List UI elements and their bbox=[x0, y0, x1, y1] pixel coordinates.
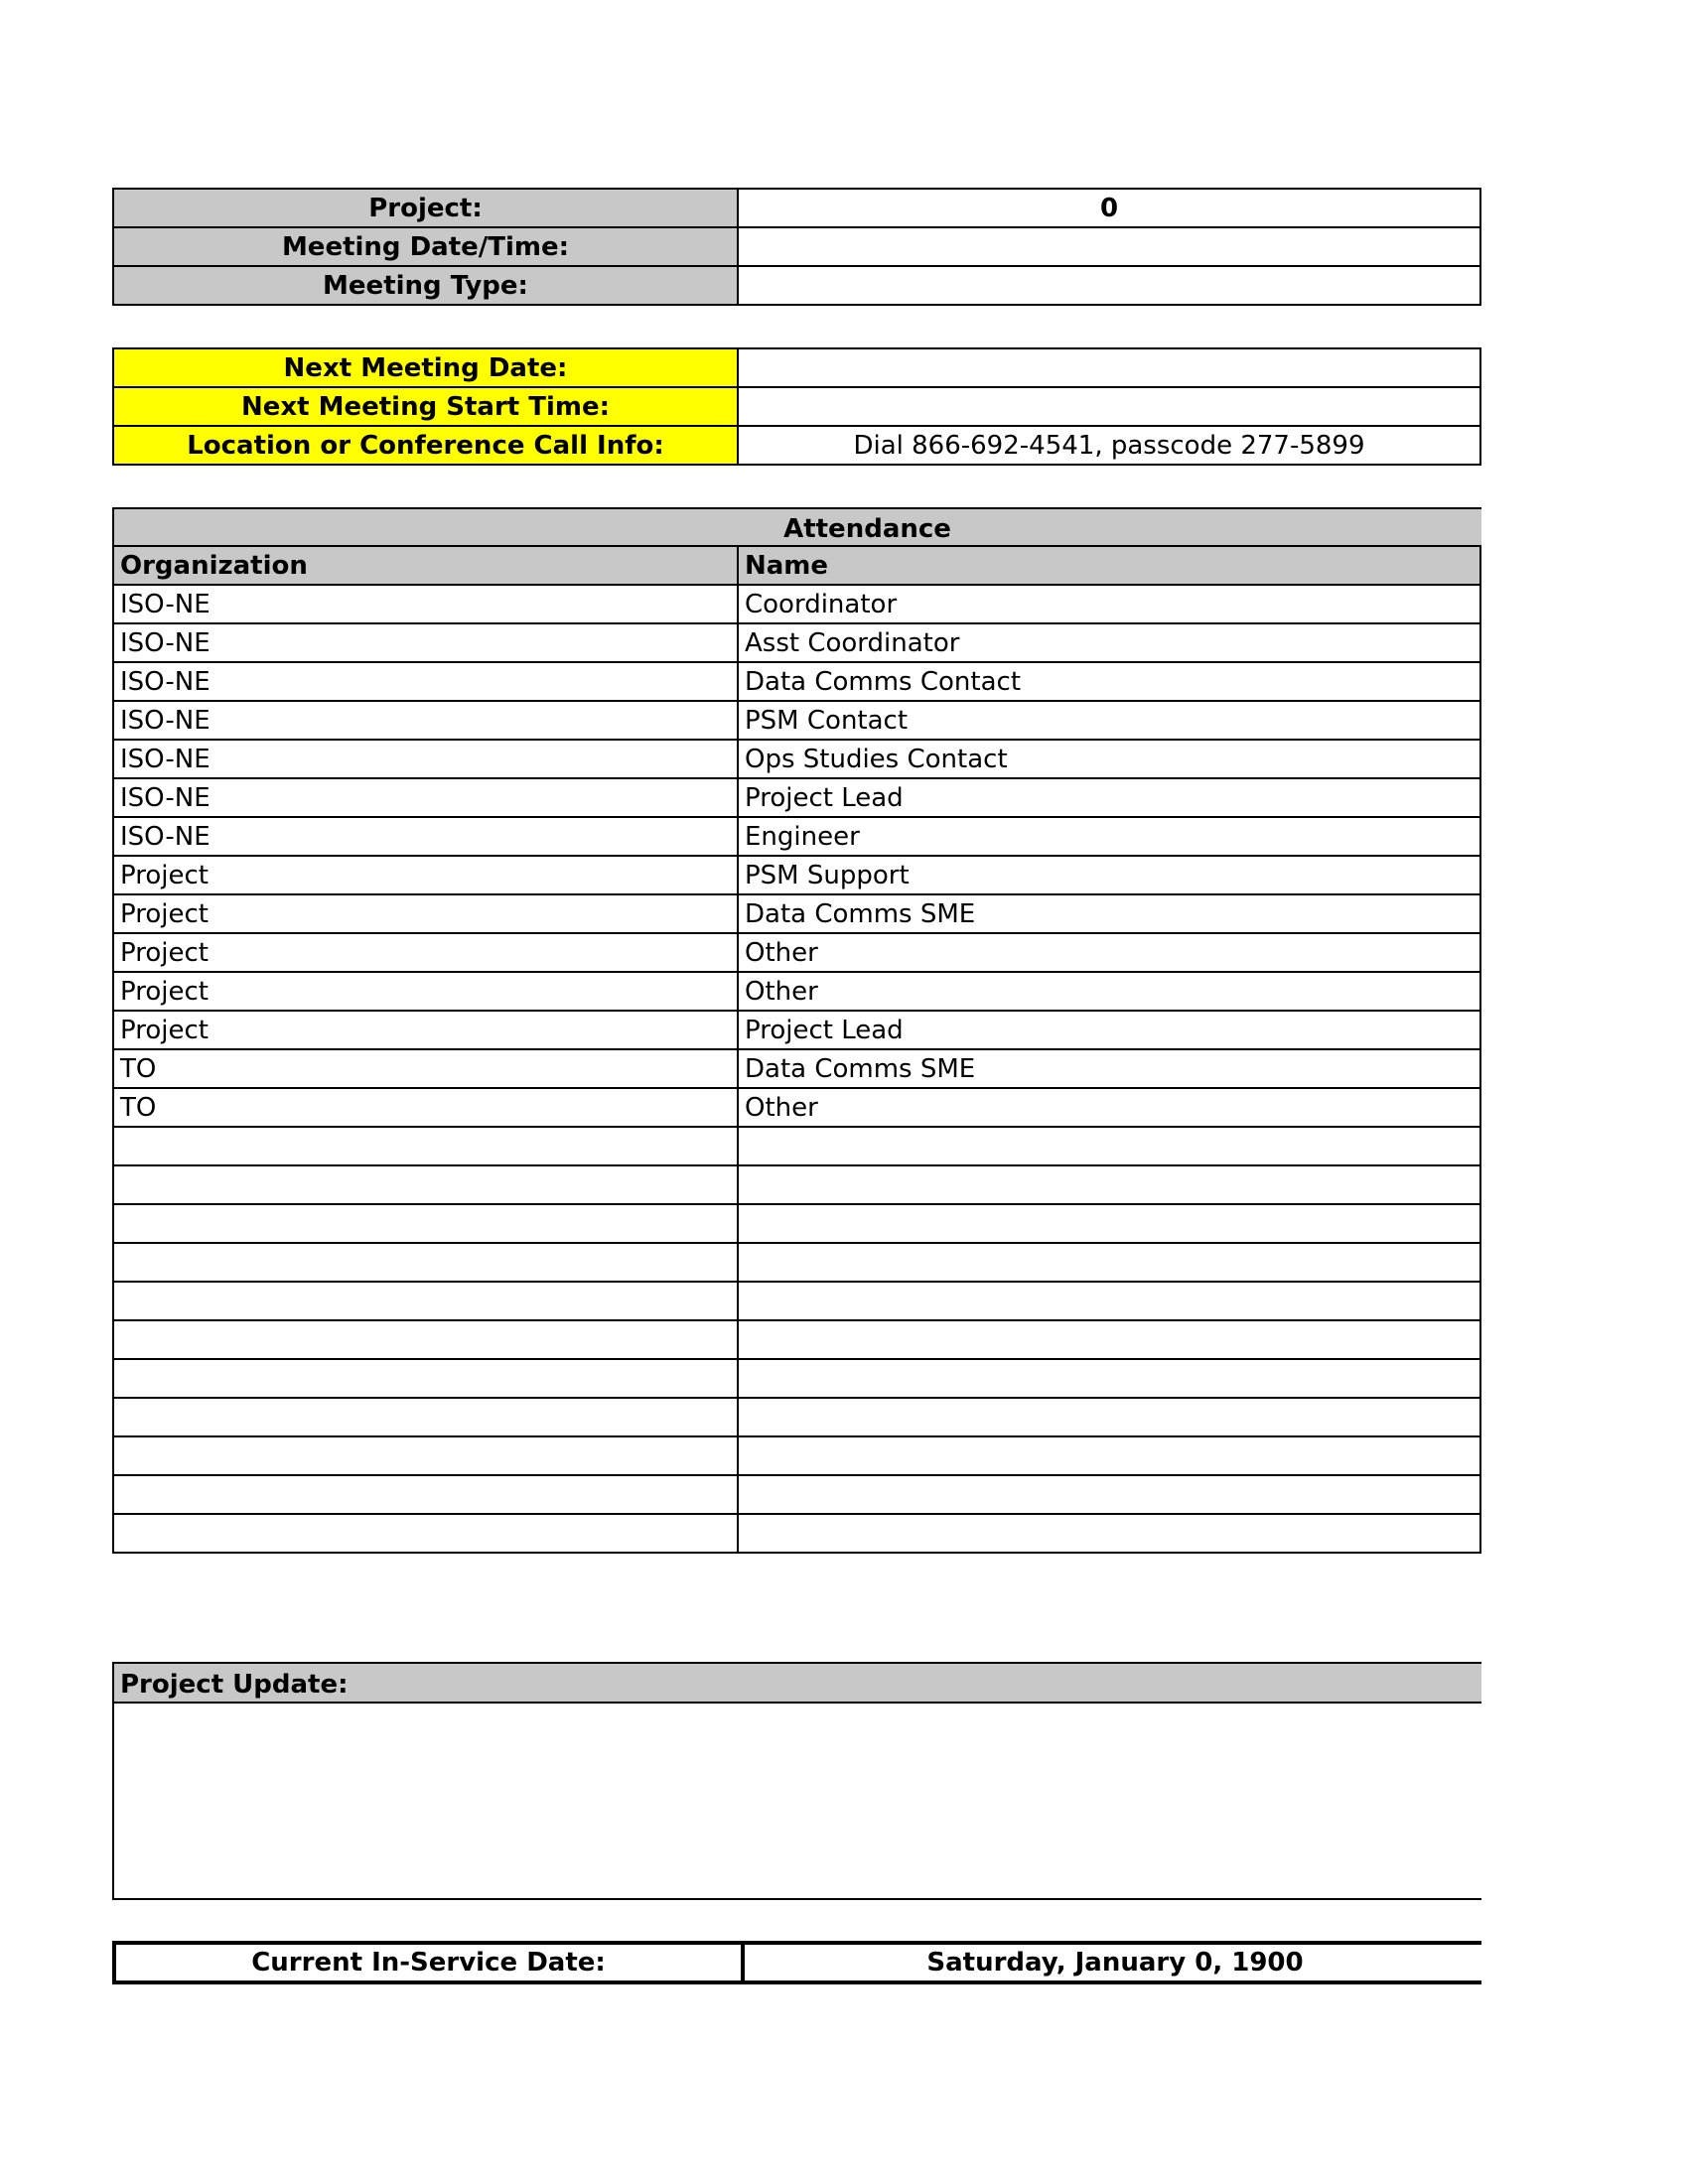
attendance-name-cell[interactable] bbox=[739, 1321, 1481, 1360]
attendance-organization-cell[interactable]: ISO-NE bbox=[112, 624, 739, 663]
project-label: Project: bbox=[112, 190, 739, 228]
project-value[interactable]: 0 bbox=[739, 190, 1481, 228]
location-label: Location or Conference Call Info: bbox=[112, 427, 739, 466]
next-meeting-table bbox=[112, 347, 1481, 466]
attendance-name-cell[interactable] bbox=[739, 1244, 1481, 1283]
meeting-info-table bbox=[112, 188, 1481, 306]
in-service-table bbox=[112, 1941, 1481, 1984]
project-update-label: Project Update: bbox=[112, 1662, 1481, 1704]
attendance-name-cell[interactable]: Other bbox=[739, 973, 1481, 1012]
attendance-organization-cell[interactable] bbox=[112, 1244, 739, 1283]
attendance-name-cell[interactable]: PSM Support bbox=[739, 857, 1481, 895]
attendance-organization-cell[interactable]: Project bbox=[112, 1012, 739, 1050]
attendance-name-cell[interactable] bbox=[739, 1166, 1481, 1205]
attendance-name-cell[interactable]: Data Comms Contact bbox=[739, 663, 1481, 702]
attendance-name-cell[interactable] bbox=[739, 1360, 1481, 1399]
attendance-organization-cell[interactable]: ISO-NE bbox=[112, 741, 739, 779]
attendance-organization-cell[interactable] bbox=[112, 1166, 739, 1205]
next-meeting-time-value[interactable] bbox=[739, 388, 1481, 427]
attendance-name-cell[interactable]: Other bbox=[739, 1089, 1481, 1128]
attendance-organization-cell[interactable] bbox=[112, 1321, 739, 1360]
meeting-datetime-label: Meeting Date/Time: bbox=[112, 228, 739, 267]
attendance-name-cell[interactable] bbox=[739, 1437, 1481, 1476]
attendance-name-cell[interactable]: Asst Coordinator bbox=[739, 624, 1481, 663]
project-update-section bbox=[112, 1662, 1481, 1900]
attendance-organization-cell[interactable] bbox=[112, 1437, 739, 1476]
in-service-label: Current In-Service Date: bbox=[116, 1945, 743, 1980]
attendance-name-cell[interactable] bbox=[739, 1205, 1481, 1244]
attendance-name-cell[interactable]: Project Lead bbox=[739, 779, 1481, 818]
attendance-name-cell[interactable] bbox=[739, 1476, 1481, 1515]
attendance-title: Attendance bbox=[112, 507, 1481, 547]
attendance-name-cell[interactable]: Engineer bbox=[739, 818, 1481, 857]
next-meeting-time-label: Next Meeting Start Time: bbox=[112, 388, 739, 427]
attendance-name-cell[interactable] bbox=[739, 1128, 1481, 1166]
attendance-organization-cell[interactable]: Project bbox=[112, 895, 739, 934]
attendance-organization-cell[interactable] bbox=[112, 1128, 739, 1166]
attendance-organization-cell[interactable]: ISO-NE bbox=[112, 702, 739, 741]
attendance-name-cell[interactable]: Other bbox=[739, 934, 1481, 973]
location-value[interactable]: Dial 866-692-4541, passcode 277-5899 bbox=[739, 427, 1481, 466]
attendance-organization-cell[interactable] bbox=[112, 1360, 739, 1399]
attendance-organization-cell[interactable]: Project bbox=[112, 973, 739, 1012]
attendance-name-cell[interactable]: Project Lead bbox=[739, 1012, 1481, 1050]
attendance-name-cell[interactable] bbox=[739, 1515, 1481, 1554]
attendance-organization-cell[interactable] bbox=[112, 1515, 739, 1554]
next-meeting-date-value[interactable] bbox=[739, 349, 1481, 388]
attendance-organization-cell[interactable] bbox=[112, 1476, 739, 1515]
attendance-name-cell[interactable]: Data Comms SME bbox=[739, 895, 1481, 934]
attendance-organization-cell[interactable]: ISO-NE bbox=[112, 779, 739, 818]
attendance-name-cell[interactable]: Ops Studies Contact bbox=[739, 741, 1481, 779]
attendance-name-cell[interactable]: Coordinator bbox=[739, 586, 1481, 624]
attendance-organization-cell[interactable] bbox=[112, 1399, 739, 1437]
attendance-name-cell[interactable] bbox=[739, 1283, 1481, 1321]
attendance-name-cell[interactable] bbox=[739, 1399, 1481, 1437]
attendance-organization-cell[interactable]: TO bbox=[112, 1050, 739, 1089]
attendance-organization-cell[interactable] bbox=[112, 1205, 739, 1244]
attendance-organization-cell[interactable]: ISO-NE bbox=[112, 663, 739, 702]
project-update-body[interactable] bbox=[112, 1704, 1481, 1900]
attendance-organization-cell[interactable] bbox=[112, 1283, 739, 1321]
meeting-type-value[interactable] bbox=[739, 267, 1481, 306]
attendance-name-cell[interactable]: Data Comms SME bbox=[739, 1050, 1481, 1089]
attendance-organization-cell[interactable]: ISO-NE bbox=[112, 586, 739, 624]
attendance-organization-cell[interactable]: TO bbox=[112, 1089, 739, 1128]
attendance-organization-cell[interactable]: Project bbox=[112, 857, 739, 895]
column-header-name: Name bbox=[739, 547, 1481, 586]
attendance-organization-cell[interactable]: Project bbox=[112, 934, 739, 973]
meeting-datetime-value[interactable] bbox=[739, 228, 1481, 267]
attendance-organization-cell[interactable]: ISO-NE bbox=[112, 818, 739, 857]
meeting-type-label: Meeting Type: bbox=[112, 267, 739, 306]
attendance-table bbox=[112, 507, 1481, 1554]
attendance-name-cell[interactable]: PSM Contact bbox=[739, 702, 1481, 741]
in-service-value[interactable]: Saturday, January 0, 1900 bbox=[743, 1945, 1485, 1980]
column-header-organization: Organization bbox=[112, 547, 739, 586]
next-meeting-date-label: Next Meeting Date: bbox=[112, 349, 739, 388]
